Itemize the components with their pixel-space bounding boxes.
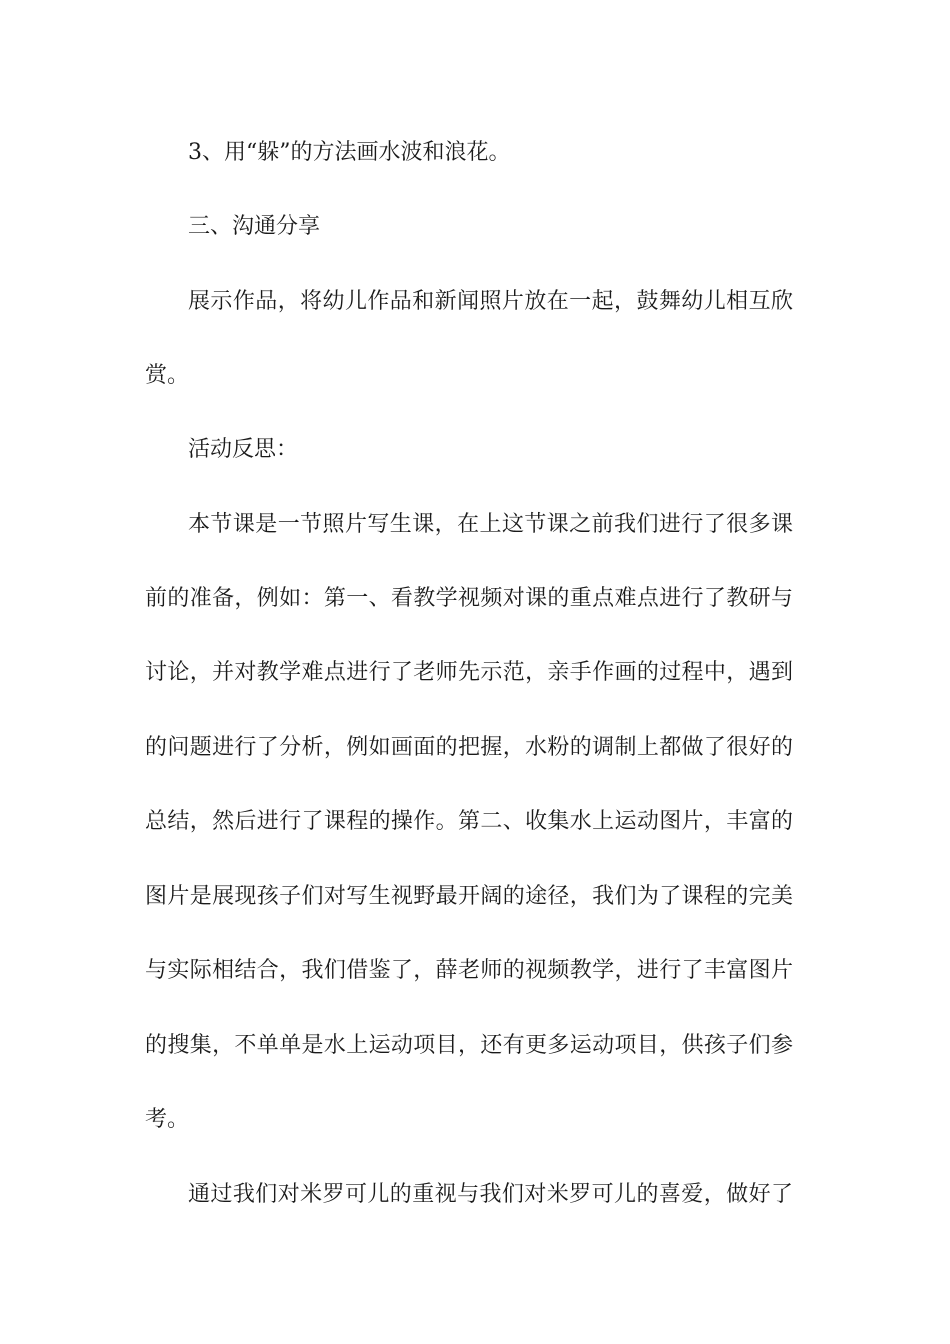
text-line: 总结，然后进行了课程的操作。第二、收集水上运动图片，丰富的: [145, 809, 793, 834]
section-heading-share: 三、沟通分享: [188, 214, 321, 239]
text-line: 展示作品，将幼儿作品和新闻照片放在一起，鼓舞幼儿相互欣: [188, 289, 793, 314]
text-line: 本节课是一节照片写生课，在上这节课之前我们进行了很多课: [188, 512, 793, 537]
text-line: 考。: [145, 1107, 190, 1132]
text-line: 前的准备，例如：第一、看教学视频对课的重点难点进行了教研与: [145, 586, 793, 611]
text-line-step-3: 3、用“躲”的方法画水波和浪花。: [188, 140, 511, 165]
text-line: 的搜集，不单单是水上运动项目，还有更多运动项目，供孩子们参: [145, 1033, 793, 1058]
text-line: 赏。: [145, 363, 190, 388]
text-line: 与实际相结合，我们借鉴了，薛老师的视频教学，进行了丰富图片: [145, 958, 793, 983]
text-line: 通过我们对米罗可儿的重视与我们对米罗可儿的喜爱，做好了: [188, 1182, 793, 1207]
text-line: 的问题进行了分析，例如画面的把握，水粉的调制上都做了很好的: [145, 735, 793, 760]
text-line: 讨论，并对教学难点进行了老师先示范，亲手作画的过程中，遇到: [145, 660, 793, 685]
text-line: 图片是展现孩子们对写生视野最开阔的途径，我们为了课程的完美: [145, 884, 793, 909]
section-heading-reflection: 活动反思：: [188, 437, 299, 462]
